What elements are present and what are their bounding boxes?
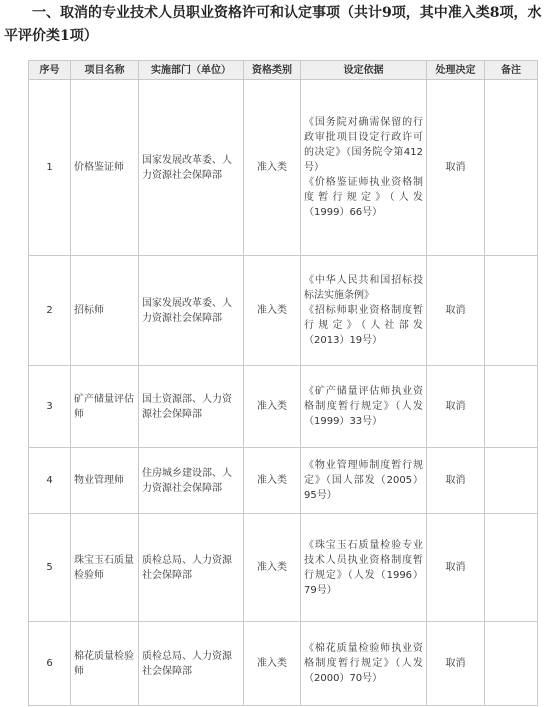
legal-basis [301, 514, 427, 622]
legal-basis [301, 622, 427, 706]
implementing-dept: 质检总局、人力资源社会保障部 [139, 514, 244, 622]
basis-document: 《棉花质量检验师执业资格制度暂行规定》（人发（2000）70号） [304, 643, 423, 684]
project-name: 物业管理师 [71, 448, 139, 514]
row-number: 6 [29, 622, 71, 706]
table-row [29, 256, 538, 366]
basis-document: 《珠宝玉石质量检验专业技术人员执业资格制度暂行规定》（人发（1996）79号） [304, 539, 423, 596]
implementing-dept: 国家发展改革委、人力资源社会保障部 [139, 80, 244, 256]
table-row [29, 622, 538, 706]
project-name: 矿产储量评估师 [71, 366, 139, 448]
basis-document: 《国务院对确需保留的行政审批项目设定行政许可的决定》（国务院令第412号） [304, 117, 423, 173]
basis-document: 《物业管理师制度暂行规定》（国人部发（2005）95号） [304, 460, 423, 501]
col-header-basis: 设定依据 [301, 61, 427, 80]
implementing-dept: 国家发展改革委、人力资源社会保障部 [139, 256, 244, 366]
legal-basis [301, 448, 427, 514]
project-name: 价格鉴证师 [71, 80, 139, 256]
decision: 取消 [427, 256, 485, 366]
qualification-type: 准入类 [244, 80, 301, 256]
implementing-dept: 住房城乡建设部、人力资源社会保障部 [139, 448, 244, 514]
row-number: 3 [29, 366, 71, 448]
decision: 取消 [427, 366, 485, 448]
project-name: 棉花质量检验师 [71, 622, 139, 706]
qualification-type: 准入类 [244, 256, 301, 366]
row-number: 2 [29, 256, 71, 366]
table-header-row [29, 61, 538, 80]
decision: 取消 [427, 80, 485, 256]
implementing-dept: 国土资源部、人力资源社会保障部 [139, 366, 244, 448]
row-number: 4 [29, 448, 71, 514]
qualification-type: 准入类 [244, 448, 301, 514]
remarks [485, 448, 538, 514]
col-header-name: 项目名称 [71, 61, 139, 80]
col-header-action: 处理决定 [427, 61, 485, 80]
row-number: 5 [29, 514, 71, 622]
row-number: 1 [29, 80, 71, 256]
table-row [29, 448, 538, 514]
basis-document: 《价格鉴证师执业资格制度暂行规定》（人发（1999）66号） [304, 177, 423, 218]
table-row [29, 366, 538, 448]
qualifications-table [28, 60, 538, 706]
legal-basis [301, 80, 427, 256]
qualification-type: 准入类 [244, 622, 301, 706]
qualification-type: 准入类 [244, 366, 301, 448]
remarks [485, 80, 538, 256]
remarks [485, 514, 538, 622]
remarks [485, 622, 538, 706]
col-header-dept: 实施部门（单位） [139, 61, 244, 80]
implementing-dept: 质检总局、人力资源社会保障部 [139, 622, 244, 706]
basis-document: 《矿产储量评估师执业资格制度暂行规定》（人发（1999）33号） [304, 386, 423, 427]
legal-basis [301, 256, 427, 366]
basis-document: 《中华人民共和国招标投标法实施条例》 [304, 275, 423, 301]
basis-document: 《招标师职业资格制度暂行规定》（人社部发（2013）19号） [304, 305, 423, 346]
remarks [485, 256, 538, 366]
qualification-type: 准入类 [244, 514, 301, 622]
decision: 取消 [427, 514, 485, 622]
legal-basis [301, 366, 427, 448]
project-name: 招标师 [71, 256, 139, 366]
table-row [29, 80, 538, 256]
table-row [29, 514, 538, 622]
decision: 取消 [427, 448, 485, 514]
decision: 取消 [427, 622, 485, 706]
remarks [485, 366, 538, 448]
col-header-note: 备注 [485, 61, 538, 80]
project-name: 珠宝玉石质量检验师 [71, 514, 139, 622]
section-heading: 一、取消的专业技术人员职业资格许可和认定事项（共计9项，其中准入类8项，水平评价类1项） [4, 5, 542, 44]
col-header-no: 序号 [29, 61, 71, 80]
col-header-type: 资格类别 [244, 61, 301, 80]
